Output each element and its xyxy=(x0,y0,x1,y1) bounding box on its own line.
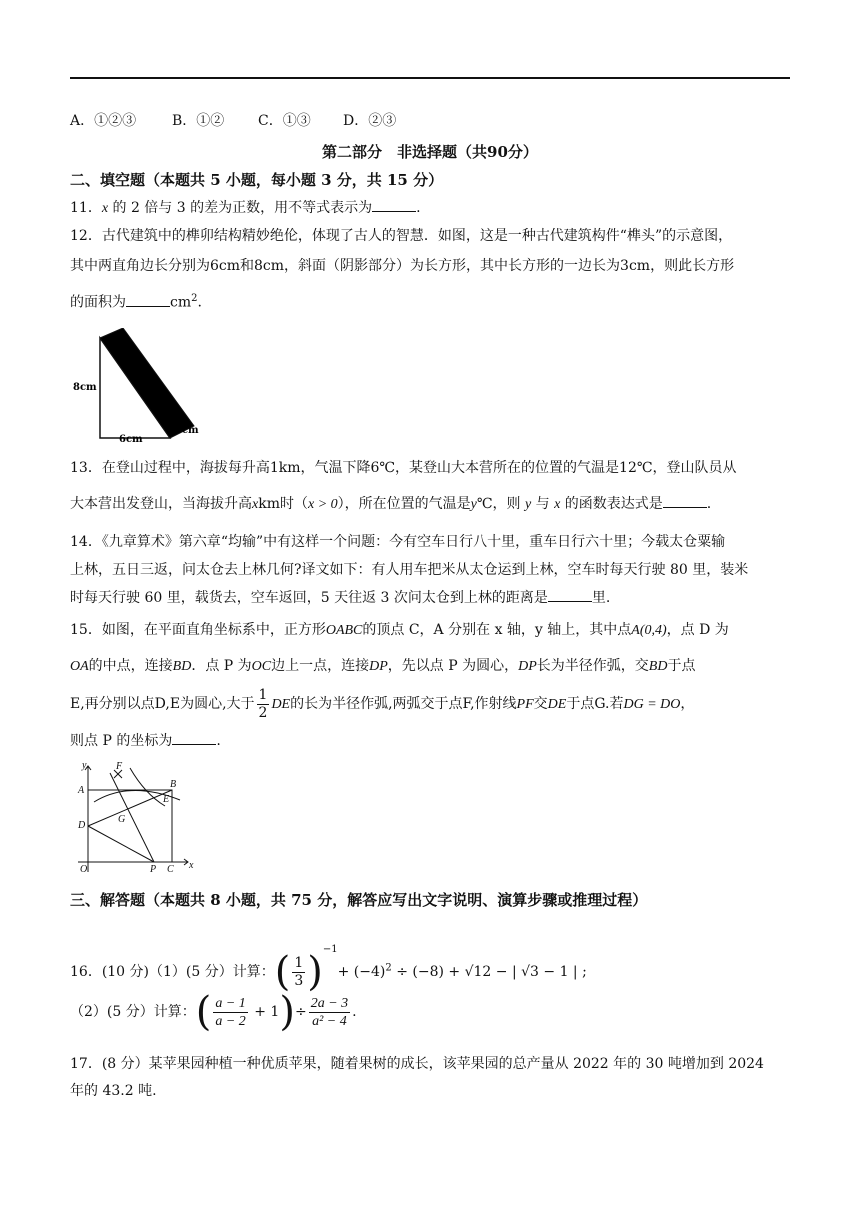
fig-label-E: E xyxy=(163,794,170,805)
q15-t5: ，点 D 为 xyxy=(666,622,729,638)
fig-label-A: A xyxy=(78,785,85,796)
q17-line-1: 17．(8 分）某苹果园种植一种优质苹果，随着果树的成长，该苹果园的总产量从 2022 年的 30 吨增加到 2024 xyxy=(70,1056,764,1072)
fig-label-C: C xyxy=(167,864,174,875)
label-8cm: 8cm xyxy=(73,382,97,393)
q13-t3: km时（ xyxy=(258,496,308,512)
q14-end: 里. xyxy=(591,590,611,606)
q13-t1: 大本营出发登山，当海拔升高 xyxy=(70,496,252,512)
q11-number: 11． xyxy=(70,200,102,216)
label-3cm: 3cm xyxy=(175,425,199,436)
q13-t5: ），所在位置的气温是 xyxy=(337,496,471,512)
q14-line-3 xyxy=(70,587,795,608)
q15-line4-pre: 则点 P 的坐标为 xyxy=(70,733,173,749)
q15-u1: OA xyxy=(70,659,89,674)
q14-blank xyxy=(548,587,592,602)
q12-unit-exp: 2 xyxy=(191,293,198,304)
q15-v5: 交 xyxy=(533,696,548,712)
q16-f2-den: a − 2 xyxy=(215,1013,246,1029)
q15-u8: ，先以点 P 为圆心， xyxy=(387,658,519,674)
q16-f1-den: 3 xyxy=(294,972,304,989)
q16-rest2: ÷ (−8) + √12 − | √3 − 1 | ; xyxy=(391,964,587,980)
option-a: A．①②③ xyxy=(70,113,137,129)
q16-divide: ÷ xyxy=(294,1004,307,1020)
option-b: B．①② xyxy=(172,113,225,129)
section3-title: 三、解答题（本题共 8 小题，共 75 分，解答应写出文字说明、演算步骤或推理过程） xyxy=(70,891,648,909)
half-num: 1 xyxy=(258,686,268,703)
half-den: 2 xyxy=(258,704,268,721)
q13-t9: 与 xyxy=(531,496,555,512)
q12-end: . xyxy=(197,294,202,311)
q15-u12: 于点 xyxy=(667,658,696,674)
q15-t2: OABC xyxy=(325,623,363,638)
q16-exp: −1 xyxy=(322,944,338,955)
q13-t10: x xyxy=(554,497,561,512)
q12-line-2: 其中两直角边长分别为6cm和8cm，斜面（阴影部分）为长方形，其中长方形的一边长为3cm，则此长方形 xyxy=(70,258,735,274)
q15-u6: 边上一点，连接 xyxy=(271,658,370,674)
paren-open-2: ( xyxy=(195,989,212,1035)
fig-label-y: y xyxy=(82,760,87,771)
paren-close-1: ) xyxy=(307,949,323,995)
paren-open-1: ( xyxy=(274,949,291,995)
q14-line3-pre: 时每天行驶 60 里，载货去，空车返回，5 天往返 3 次问太仓到上林的距离是 xyxy=(70,590,548,606)
q12-line-1: 12．古代建筑中的榫卯结构精妙绝伦，体现了古人的智慧．如图，这是一种古代建筑构件“榫头”的示意图， xyxy=(70,228,733,244)
question-11 xyxy=(70,197,795,219)
q11-text: 的 2 倍与 3 的差为正数，用不等式表示为 xyxy=(108,200,373,216)
q15-u4: ．点 P 为 xyxy=(191,658,252,674)
q16-f1-num: 1 xyxy=(294,954,304,971)
q16-part-1 xyxy=(70,928,795,994)
q15-v2: DE xyxy=(271,697,291,712)
half-fraction xyxy=(257,687,270,722)
q13-t7: ℃，则 xyxy=(476,496,525,512)
q15-u5: OC xyxy=(251,659,272,674)
q16-f3-den: a² − 4 xyxy=(312,1013,347,1029)
q13-blank xyxy=(663,493,707,508)
q16-f2-num: a − 1 xyxy=(215,995,246,1011)
q16-part-2 xyxy=(70,990,795,1034)
option-d: D．②③ xyxy=(343,113,397,129)
q12-unit: cm xyxy=(170,294,192,311)
q15-blank xyxy=(172,730,216,745)
fig-label-O: O xyxy=(80,864,88,875)
fig-label-x: x xyxy=(189,860,194,871)
q13-t11: 的函数表达式是 xyxy=(560,496,663,512)
q11-blank xyxy=(372,197,416,212)
q15-t3: 的顶点 C，A 分别在 x 轴，y 轴上，其中点 xyxy=(362,622,632,638)
fig-label-B: B xyxy=(170,779,177,790)
q15-u10: 长为半径作弧，交 xyxy=(536,658,649,674)
q15-u7: DP xyxy=(369,659,388,674)
q15-u2: 的中点，连接 xyxy=(88,658,173,674)
q16-end: . xyxy=(352,1004,357,1020)
q15-t4: A(0,4) xyxy=(631,623,667,638)
q11-end: . xyxy=(416,200,421,216)
q15-end: . xyxy=(216,733,221,749)
q15-line-3 xyxy=(70,686,795,723)
q15-line-2 xyxy=(70,656,795,677)
q16-f3-num: 2a − 3 xyxy=(310,995,349,1011)
coordinate-figure xyxy=(70,760,200,875)
q13-t4: x > 0 xyxy=(307,497,338,512)
q15-v8: DG = DO xyxy=(623,697,681,712)
fig-label-P: P xyxy=(150,864,157,875)
q15-v3: 的长为半径作弧,两弧交于点F,作射线 xyxy=(290,696,517,712)
section2-title: 二、填空题（本题共 5 小题，每小题 3 分，共 15 分） xyxy=(70,171,444,189)
header-rule xyxy=(70,77,790,79)
q16-fraction-1 xyxy=(292,955,305,990)
label-6cm: 6cm xyxy=(119,434,143,445)
q16-plus-one: + 1 xyxy=(249,1004,280,1020)
q15-line-4 xyxy=(70,730,795,751)
q15-v4: PF xyxy=(516,697,534,712)
q15-v9: ， xyxy=(680,696,695,712)
q15-v7: 于点G.若 xyxy=(566,696,624,712)
q13-line-2 xyxy=(70,493,795,515)
q16-fraction-2 xyxy=(213,995,247,1030)
q15-u9: DP xyxy=(518,659,537,674)
q14-line-1: 14．《九章算术》第六章“均输”中有这样一个问题：今有空车日行八十里，重车日行六十里；今载太仓粟输 xyxy=(70,534,726,550)
q15-u11: BD xyxy=(648,659,668,674)
q16-p2-pre: （2）(5 分）计算： xyxy=(70,1004,196,1020)
option-c: C．①③ xyxy=(258,113,311,129)
fig-label-D: D xyxy=(78,820,86,831)
tenon-figure xyxy=(70,328,210,448)
q15-line-1 xyxy=(70,620,795,641)
part2-title: 第二部分 非选择题（共90分） xyxy=(322,143,538,161)
q14-line-2: 上林，五日三返，问太仓去上林几何?译文如下：有人用车把米从太仓运到上林，空车时每天行驶 80 里，装米 xyxy=(70,562,749,578)
paren-close-2: ) xyxy=(279,989,295,1035)
q15-v6: DE xyxy=(547,697,567,712)
q15-v1: E,再分别以点D,E为圆心,大于 xyxy=(70,696,255,712)
q11-var: x xyxy=(101,201,109,216)
q15-u3: BD xyxy=(172,659,192,674)
q15-t1: 15．如图，在平面直角坐标系中，正方形 xyxy=(70,622,326,638)
q12-blank xyxy=(126,292,170,307)
q13-end: . xyxy=(706,496,712,512)
q13-line-1: 13．在登山过程中，海拔每升高1km，气温下降6℃，某登山大本营所在的位置的气温是12℃，登山队员从 xyxy=(70,460,737,476)
q13-t6: y xyxy=(470,497,477,512)
q13-t2: x xyxy=(252,497,259,512)
q17-line-2: 年的 43.2 吨. xyxy=(70,1083,157,1099)
fig-label-F: F xyxy=(116,761,123,772)
q12-line3-pre: 的面积为 xyxy=(70,294,126,311)
q16-fraction-3 xyxy=(309,995,350,1030)
q13-t8: y xyxy=(525,497,532,512)
q16-square: 2 xyxy=(385,962,392,974)
q12-line-3 xyxy=(70,289,795,313)
fig-label-G: G xyxy=(118,814,126,825)
q16-p1-pre: 16．(10 分)（1）(5 分）计算： xyxy=(70,964,275,980)
q16-rest1: + (−4) xyxy=(337,964,386,980)
